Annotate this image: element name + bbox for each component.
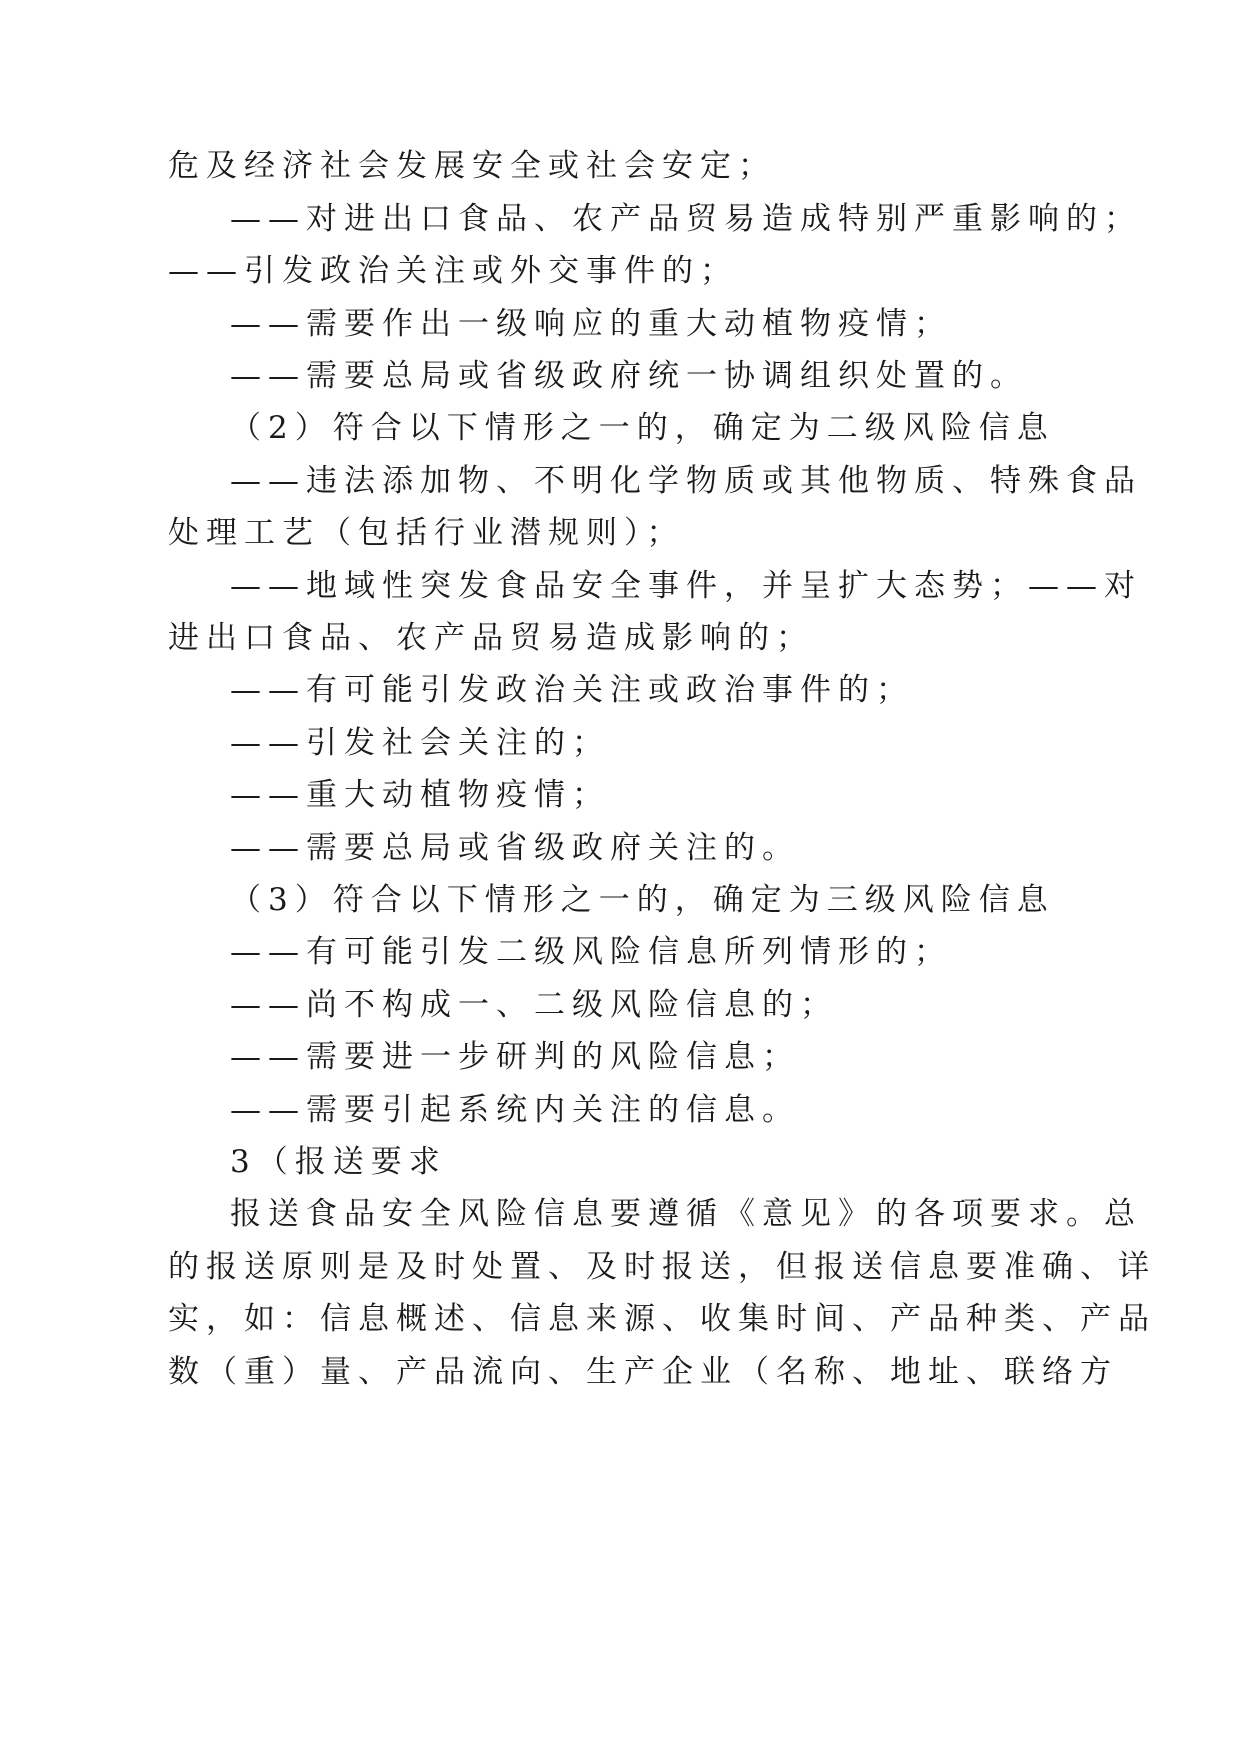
text-line-11: ——有可能引发政治关注或政治事件的； <box>230 672 914 708</box>
text-line-8: 处理工艺（包括行业潜规则）； <box>168 515 685 551</box>
section-heading-reporting: 3（报送要求 <box>230 1144 447 1180</box>
text-line-17: ——尚不构成一、二级风险信息的； <box>230 987 838 1023</box>
text-line-1: 危及经济社会发展安全或社会安定； <box>168 148 776 184</box>
text-line-2: ——对进出口食品、农产品贸易造成特别严重影响的； <box>230 201 1142 237</box>
text-line-7: ——违法添加物、不明化学物质或其他物质、特殊食品 <box>230 463 1142 499</box>
text-line-19: ——需要引起系统内关注的信息。 <box>230 1092 800 1128</box>
text-line-16: ——有可能引发二级风险信息所列情形的； <box>230 934 952 970</box>
text-line-12: ——引发社会关注的； <box>230 725 610 761</box>
text-line-10: 进出口食品、农产品贸易造成影响的； <box>168 620 814 656</box>
text-line-22: 的报送原则是及时处置、及时报送，但报送信息要准确、详 <box>168 1249 1156 1285</box>
text-line-23: 实，如：信息概述、信息来源、收集时间、产品种类、产品 <box>168 1301 1156 1337</box>
text-line-3: ——引发政治关注或外交事件的； <box>168 253 738 289</box>
text-line-5: ——需要总局或省级政府统一协调组织处置的。 <box>230 358 1028 394</box>
text-line-13: ——重大动植物疫情； <box>230 777 610 813</box>
section-heading-level-2: （2）符合以下情形之一的，确定为二级风险信息 <box>230 410 1055 446</box>
text-line-21: 报送食品安全风险信息要遵循《意见》的各项要求。总 <box>230 1196 1142 1232</box>
text-line-14: ——需要总局或省级政府关注的。 <box>230 830 800 866</box>
text-line-9: ——地域性突发食品安全事件，并呈扩大态势；——对 <box>230 568 1142 604</box>
text-line-4: ——需要作出一级响应的重大动植物疫情； <box>230 306 952 342</box>
text-line-24: 数（重）量、产品流向、生产企业（名称、地址、联络方 <box>168 1354 1118 1390</box>
section-heading-level-3: （3）符合以下情形之一的，确定为三级风险信息 <box>230 882 1055 918</box>
text-line-18: ——需要进一步研判的风险信息； <box>230 1039 800 1075</box>
